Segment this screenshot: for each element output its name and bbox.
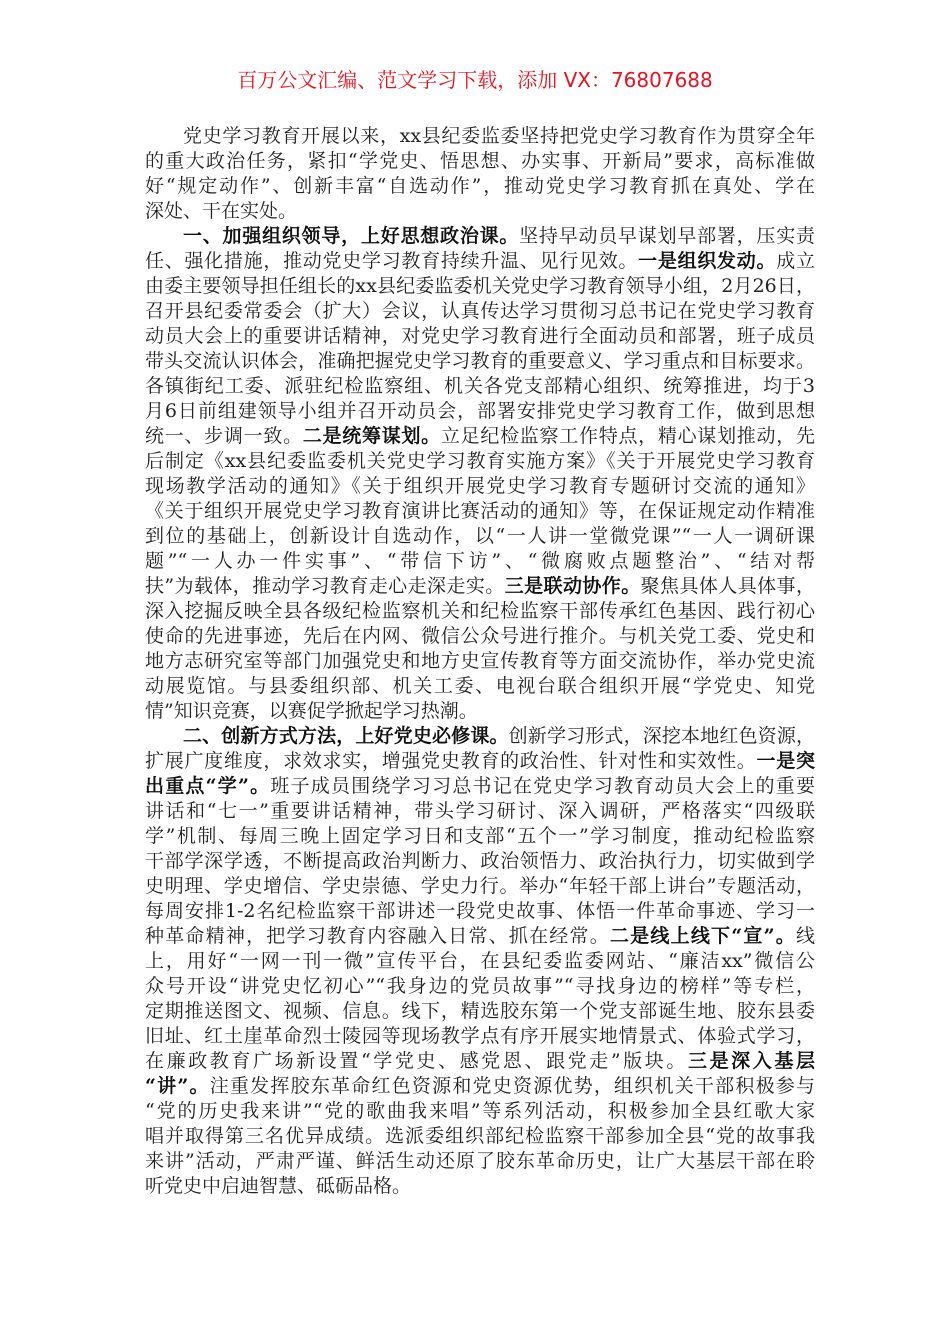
text-line <box>145 799 815 824</box>
body-text: 立足纪检监察工作特点，精心谋划推动，先 <box>440 425 815 447</box>
text-line <box>145 849 815 874</box>
text-line <box>145 449 815 474</box>
body-text: 旧址、红土崖革命烈士陵园等现场教学点有序开展实地情景式、体验式学习， <box>145 1025 815 1047</box>
bold-heading-text: 三是深入基层 <box>687 1050 815 1072</box>
text-line <box>145 324 815 349</box>
body-text: 众号开设“讲党史忆初心”“我身边的党员故事”“寻找身边的榜样”等专栏， <box>145 975 815 997</box>
body-text: 由委主要领导担任组长的xx县纪委监委机关党史学习教育领导小组，2月26日， <box>145 275 815 297</box>
text-line <box>145 874 815 899</box>
body-text: 学”机制、每周三晚上固定学习日和支部“五个一”学习制度，推动纪检监察 <box>145 825 815 847</box>
body-text: 来讲”活动，严肃严谨、鲜活生动还原了胶东革命历史，让广大基层干部在聆 <box>145 1150 815 1172</box>
body-text: 动展览馆。与县委组织部、机关工委、电视台联合组织开展“学党史、知党 <box>145 675 815 697</box>
text-line <box>145 924 815 949</box>
text-line <box>145 749 815 774</box>
body-text: 深入挖掘反映全县各级纪检监察机关和纪检监察干部传承红色基因、践行初心 <box>145 600 815 622</box>
text-line <box>145 1124 815 1149</box>
body-text: 到位的基础上，创新设计自选动作，以“一人讲一堂微党课”“一人一调研课 <box>145 525 815 547</box>
body-text: 成立 <box>776 250 815 272</box>
text-line <box>145 524 815 549</box>
bold-heading-text: 一是组织发动。 <box>638 250 777 272</box>
text-line <box>145 474 815 499</box>
body-text: 带头交流认识体会，准确把握党史学习教育的重要意义、学习重点和目标要求。 <box>145 350 815 372</box>
body-text: 在廉政教育广场新设置“学党史、感党恩、跟党走”版块。 <box>145 1050 688 1072</box>
body-text: 任、强化措施，推动党史学习教育持续升温、见行见效。 <box>145 250 639 272</box>
body-text: 扶”为载体，推动学习教育走心走深走实。 <box>145 575 505 597</box>
text-line <box>145 824 815 849</box>
body-text: 每周安排1-2名纪检监察干部讲述一段党史故事、体悟一件革命事迹、学习一 <box>145 900 815 922</box>
body-text: 扩展广度维度，求效求实，增强党史教育的政治性、针对性和实效性。 <box>145 750 757 772</box>
text-line <box>145 674 815 699</box>
text-line <box>145 649 815 674</box>
text-line <box>145 1024 815 1049</box>
document-body <box>145 124 815 1199</box>
paragraph <box>145 124 815 224</box>
text-line <box>145 1149 815 1174</box>
body-text: 史明理、学史增信、学史崇德、学史力行。举办“年轻干部上讲台”专题活动， <box>145 875 815 897</box>
body-text: 召开县纪委常委会（扩大）会议，认真传达学习贯彻习总书记在党史学习教育 <box>145 300 815 322</box>
text-line <box>145 599 815 624</box>
text-line <box>145 574 815 599</box>
body-text: 好“规定动作”、创新丰富“自选动作”，推动党史学习教育抓在真处、学在 <box>145 175 815 197</box>
body-text: 聚焦具体人具体事， <box>640 575 815 597</box>
text-line <box>145 499 815 524</box>
text-line <box>145 774 815 799</box>
body-text: 干部学深学透，不断提高政治判断力、政治领悟力、政治执行力，切实做到学 <box>145 850 815 872</box>
text-line <box>145 174 815 199</box>
bold-heading-text: 二、创新方式方法，上好党史必修课。 <box>183 725 509 747</box>
body-text: 情”知识竞赛，以赛促学掀起学习热潮。 <box>145 700 478 722</box>
bold-heading-text: “讲”。 <box>145 1075 210 1097</box>
text-line <box>145 999 815 1024</box>
bold-heading-text: 二是线上线下“宣”。 <box>609 925 796 947</box>
text-line <box>145 274 815 299</box>
body-text: 题”“一人办一件实事”、“带信下访”、“微腐败点题整治”、“结对帮 <box>145 550 815 572</box>
body-text: 线 <box>795 925 815 947</box>
text-line <box>145 124 815 149</box>
watermark-header: 百万公文汇编、范文学习下载，添加 VX：76807688 <box>237 68 713 92</box>
body-text: 种革命精神，把学习教育内容融入日常、抓在经常。 <box>145 925 610 947</box>
bold-heading-text: 一是突 <box>756 750 815 772</box>
text-line <box>145 149 815 174</box>
body-text: 唱并取得第三名优异成绩。选派委组织部纪检监察干部参加全县“党的故事我 <box>145 1125 815 1147</box>
text-line <box>145 699 815 724</box>
text-line <box>145 299 815 324</box>
text-line <box>145 724 815 749</box>
body-text: 定期推送图文、视频、信息。线下，精选胶东第一个党支部诞生地、胶东县委 <box>145 1000 815 1022</box>
body-text: 动员大会上的重要讲话精神，对党史学习教育进行全面动员和部署，班子成员 <box>145 325 815 347</box>
text-line <box>145 1074 815 1099</box>
body-text: 坚持早动员早谋划早部署，压实责 <box>519 225 815 247</box>
text-line <box>145 224 815 249</box>
body-text: 班子成员围绕学习习总书记在党史学习教育动员大会上的重要 <box>270 775 815 797</box>
body-text: 深处、干在实处。 <box>145 200 298 222</box>
body-text: 地方志研究室等部门加强党史和地方史宣传教育等方面交流协作，举办党史流 <box>145 650 815 672</box>
text-line <box>145 1099 815 1124</box>
text-line <box>145 1174 815 1199</box>
body-text: 的重大政治任务，紧扣“学党史、悟思想、办实事、开新局”要求，高标准做 <box>145 150 815 172</box>
body-text: 创新学习形式，深挖本地红色资源， <box>508 725 815 747</box>
text-line <box>145 199 815 224</box>
bold-heading-text: 一、加强组织领导，上好思想政治课。 <box>183 225 520 247</box>
text-line <box>145 974 815 999</box>
bold-heading-text: 二是统筹谋划。 <box>302 425 441 447</box>
body-text: 党史学习教育开展以来，xx县纪委监委坚持把党史学习教育作为贯穿全年 <box>183 125 815 147</box>
text-line <box>145 349 815 374</box>
text-line <box>145 949 815 974</box>
bold-heading-text: 出重点“学”。 <box>145 775 271 797</box>
bold-heading-text: 三是联动协作。 <box>504 575 641 597</box>
body-text: 注重发挥胶东革命红色资源和党史资源优势，组织机关干部积极参与 <box>209 1075 815 1097</box>
body-text: 月6日前组建领导小组并召开动员会，部署安排党史学习教育工作，做到思想 <box>145 400 815 422</box>
body-text: 上，用好“一网一刊一微”宣传平台，在县纪委监委网站、“廉洁xx”微信公 <box>145 950 815 972</box>
body-text: 讲话和“七一”重要讲话精神，带头学习研讨、深入调研，严格落实“四级联 <box>145 800 815 822</box>
body-text: 《关于组织开展党史学习教育演讲比赛活动的通知》等，在保证规定动作精准 <box>145 500 815 522</box>
text-line <box>145 549 815 574</box>
body-text: 统一、步调一致。 <box>145 425 303 447</box>
body-text: 听党史中启迪智慧、砥砺品格。 <box>145 1175 412 1197</box>
text-line <box>145 1049 815 1074</box>
body-text: 后制定《xx县纪委监委机关党史学习教育实施方案》《关于开展党史学习教育 <box>145 450 815 472</box>
paragraph <box>145 724 815 1199</box>
body-text: “党的历史我来讲”“党的歌曲我来唱”等系列活动，积极参加全县红歌大家 <box>145 1100 815 1122</box>
text-line <box>145 249 815 274</box>
text-line <box>145 374 815 399</box>
text-line <box>145 424 815 449</box>
text-line <box>145 624 815 649</box>
paragraph <box>145 224 815 724</box>
body-text: 各镇街纪工委、派驻纪检监察组、机关各党支部精心组织、统筹推进，均于3 <box>145 375 815 397</box>
body-text: 现场教学活动的通知》《关于组织开展党史学习教育专题研讨交流的通知》 <box>145 475 815 497</box>
body-text: 使命的先进事迹，先后在内网、微信公众号进行推介。与机关党工委、党史和 <box>145 625 815 647</box>
text-line <box>145 899 815 924</box>
text-line <box>145 399 815 424</box>
